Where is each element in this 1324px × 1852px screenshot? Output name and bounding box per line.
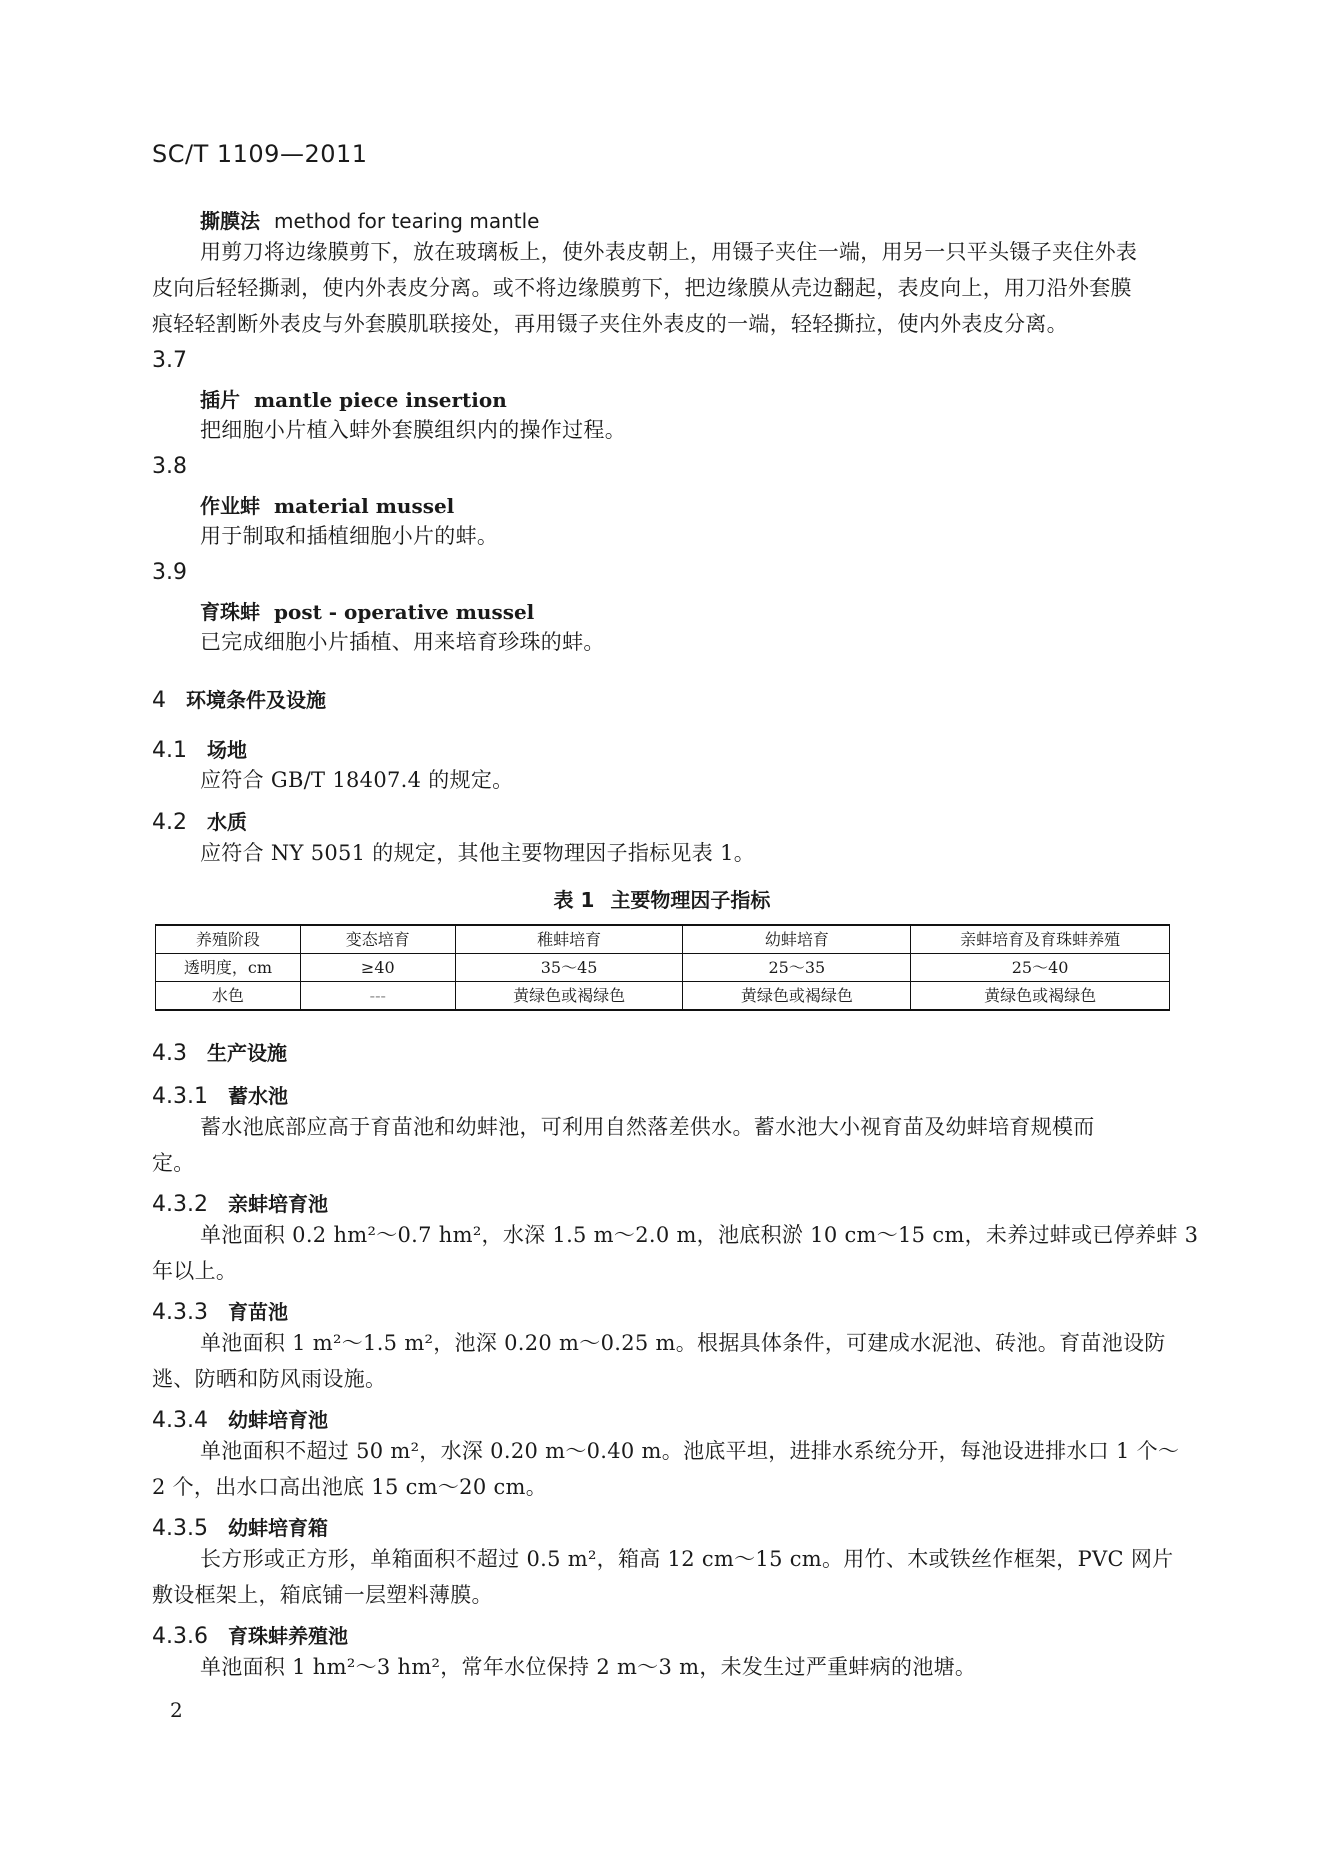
section-heading: 4 环境条件及设施: [152, 688, 326, 713]
clause-number: 3.9: [152, 560, 187, 585]
subsection-body-line: 年以上。: [152, 1259, 238, 1283]
def-body-line: 皮向后轻轻撕剥，使内外表皮分离。或不将边缘膜剪下，把边缘膜从壳边翻起，表皮向上，用刀沿外套膜: [152, 276, 1132, 300]
subsection-body-line: 逃、防晒和防风雨设施。: [152, 1367, 387, 1391]
term-material-mussel: 作业蚌 material mussel: [200, 494, 455, 518]
table-cell: ---: [300, 982, 455, 1011]
def-body-line: 把细胞小片植入蚌外套膜组织内的操作过程。: [200, 418, 626, 442]
section-heading: 4.2 水质: [152, 810, 247, 835]
table-cell: ≥40: [300, 954, 455, 982]
section-heading: 4.3 生产设施: [152, 1041, 287, 1066]
table-cell: 黄绿色或褐绿色: [911, 982, 1170, 1011]
table-cell: 25～35: [683, 954, 911, 982]
def-body-line: 用剪刀将边缘膜剪下，放在玻璃板上，使外表皮朝上，用镊子夹住一端，用另一只平头镊子夹住外表: [200, 240, 1138, 264]
section-body: 应符合 GB/T 18407.4 的规定。: [200, 768, 514, 792]
def-body-line: 用于制取和插植细胞小片的蚌。: [200, 524, 499, 548]
term-postoperative-mussel: 育珠蚌 post - operative mussel: [200, 600, 535, 624]
table-cell: 黄绿色或褐绿色: [455, 982, 683, 1011]
subsection-body-line: 单池面积不超过 50 m²，水深 0.20 m～0.40 m。池底平坦，进排水系统分开，每池设进排水口 1 个～: [200, 1439, 1180, 1463]
subsection-body-line: 定。: [152, 1151, 195, 1175]
term-tearing-method: 撕膜法 method for tearing mantle: [200, 209, 540, 233]
table-row: [156, 982, 1170, 1011]
def-body-line: 已完成细胞小片插植、用来培育珍珠的蚌。: [200, 630, 605, 654]
page-number: 2: [170, 1698, 183, 1722]
subsection-heading: 4.3.5 幼蚌培育箱: [152, 1516, 328, 1541]
clause-number: 3.8: [152, 454, 187, 479]
section-heading: 4.1 场地: [152, 738, 247, 763]
subsection-heading: 4.3.2 亲蚌培育池: [152, 1192, 328, 1217]
subsection-heading: 4.3.1 蓄水池: [152, 1084, 288, 1109]
standard-number: SC/T 1109—2011: [152, 140, 368, 168]
table-header-row: [156, 925, 1170, 954]
subsection-body-line: 2 个，出水口高出池底 15 cm～20 cm。: [152, 1475, 548, 1499]
subsection-body-line: 单池面积 1 hm²～3 hm²，常年水位保持 2 m～3 m，未发生过严重蚌病的池塘。: [200, 1655, 977, 1679]
subsection-body-line: 长方形或正方形，单箱面积不超过 0.5 m²，箱高 12 cm～15 cm。用竹、木或铁丝作框架，PVC 网片: [200, 1547, 1174, 1571]
table-cell: 35～45: [455, 954, 683, 982]
term-insertion: 插片 mantle piece insertion: [200, 388, 507, 412]
subsection-body-line: 敷设框架上，箱底铺一层塑料薄膜。: [152, 1583, 493, 1607]
table-header-cell: 幼蚌培育: [683, 925, 911, 954]
table-cell: 水色: [156, 982, 301, 1011]
table-cell: 黄绿色或褐绿色: [683, 982, 911, 1011]
physical-factors-table: [155, 924, 1170, 1011]
subsection-heading: 4.3.6 育珠蚌养殖池: [152, 1624, 348, 1649]
subsection-heading: 4.3.3 育苗池: [152, 1300, 288, 1325]
subsection-body-line: 单池面积 1 m²～1.5 m²，池深 0.20 m～0.25 m。根据具体条件，可建成水泥池、砖池。育苗池设防: [200, 1331, 1166, 1355]
subsection-body-line: 蓄水池底部应高于育苗池和幼蚌池，可利用自然落差供水。蓄水池大小视育苗及幼蚌培育规模而: [200, 1115, 1095, 1139]
section-body: 应符合 NY 5051 的规定，其他主要物理因子指标见表 1。: [200, 841, 756, 865]
table-cell: 透明度，cm: [156, 954, 301, 982]
table-row: [156, 954, 1170, 982]
table-cell: 25～40: [911, 954, 1170, 982]
table-header-cell: 变态培育: [300, 925, 455, 954]
table-caption: 表 1 主要物理因子指标: [553, 888, 771, 912]
table-header-cell: 稚蚌培育: [455, 925, 683, 954]
table-header-cell: 亲蚌培育及育珠蚌养殖: [911, 925, 1170, 954]
subsection-body-line: 单池面积 0.2 hm²～0.7 hm²，水深 1.5 m～2.0 m，池底积淤 10 cm～15 cm，未养过蚌或已停养蚌 3: [200, 1223, 1199, 1247]
def-body-line: 痕轻轻割断外表皮与外套膜肌联接处，再用镊子夹住外表皮的一端，轻轻撕拉，使内外表皮分离。: [152, 312, 1068, 336]
subsection-heading: 4.3.4 幼蚌培育池: [152, 1408, 328, 1433]
table-header-cell: 养殖阶段: [156, 925, 301, 954]
clause-number: 3.7: [152, 348, 187, 373]
